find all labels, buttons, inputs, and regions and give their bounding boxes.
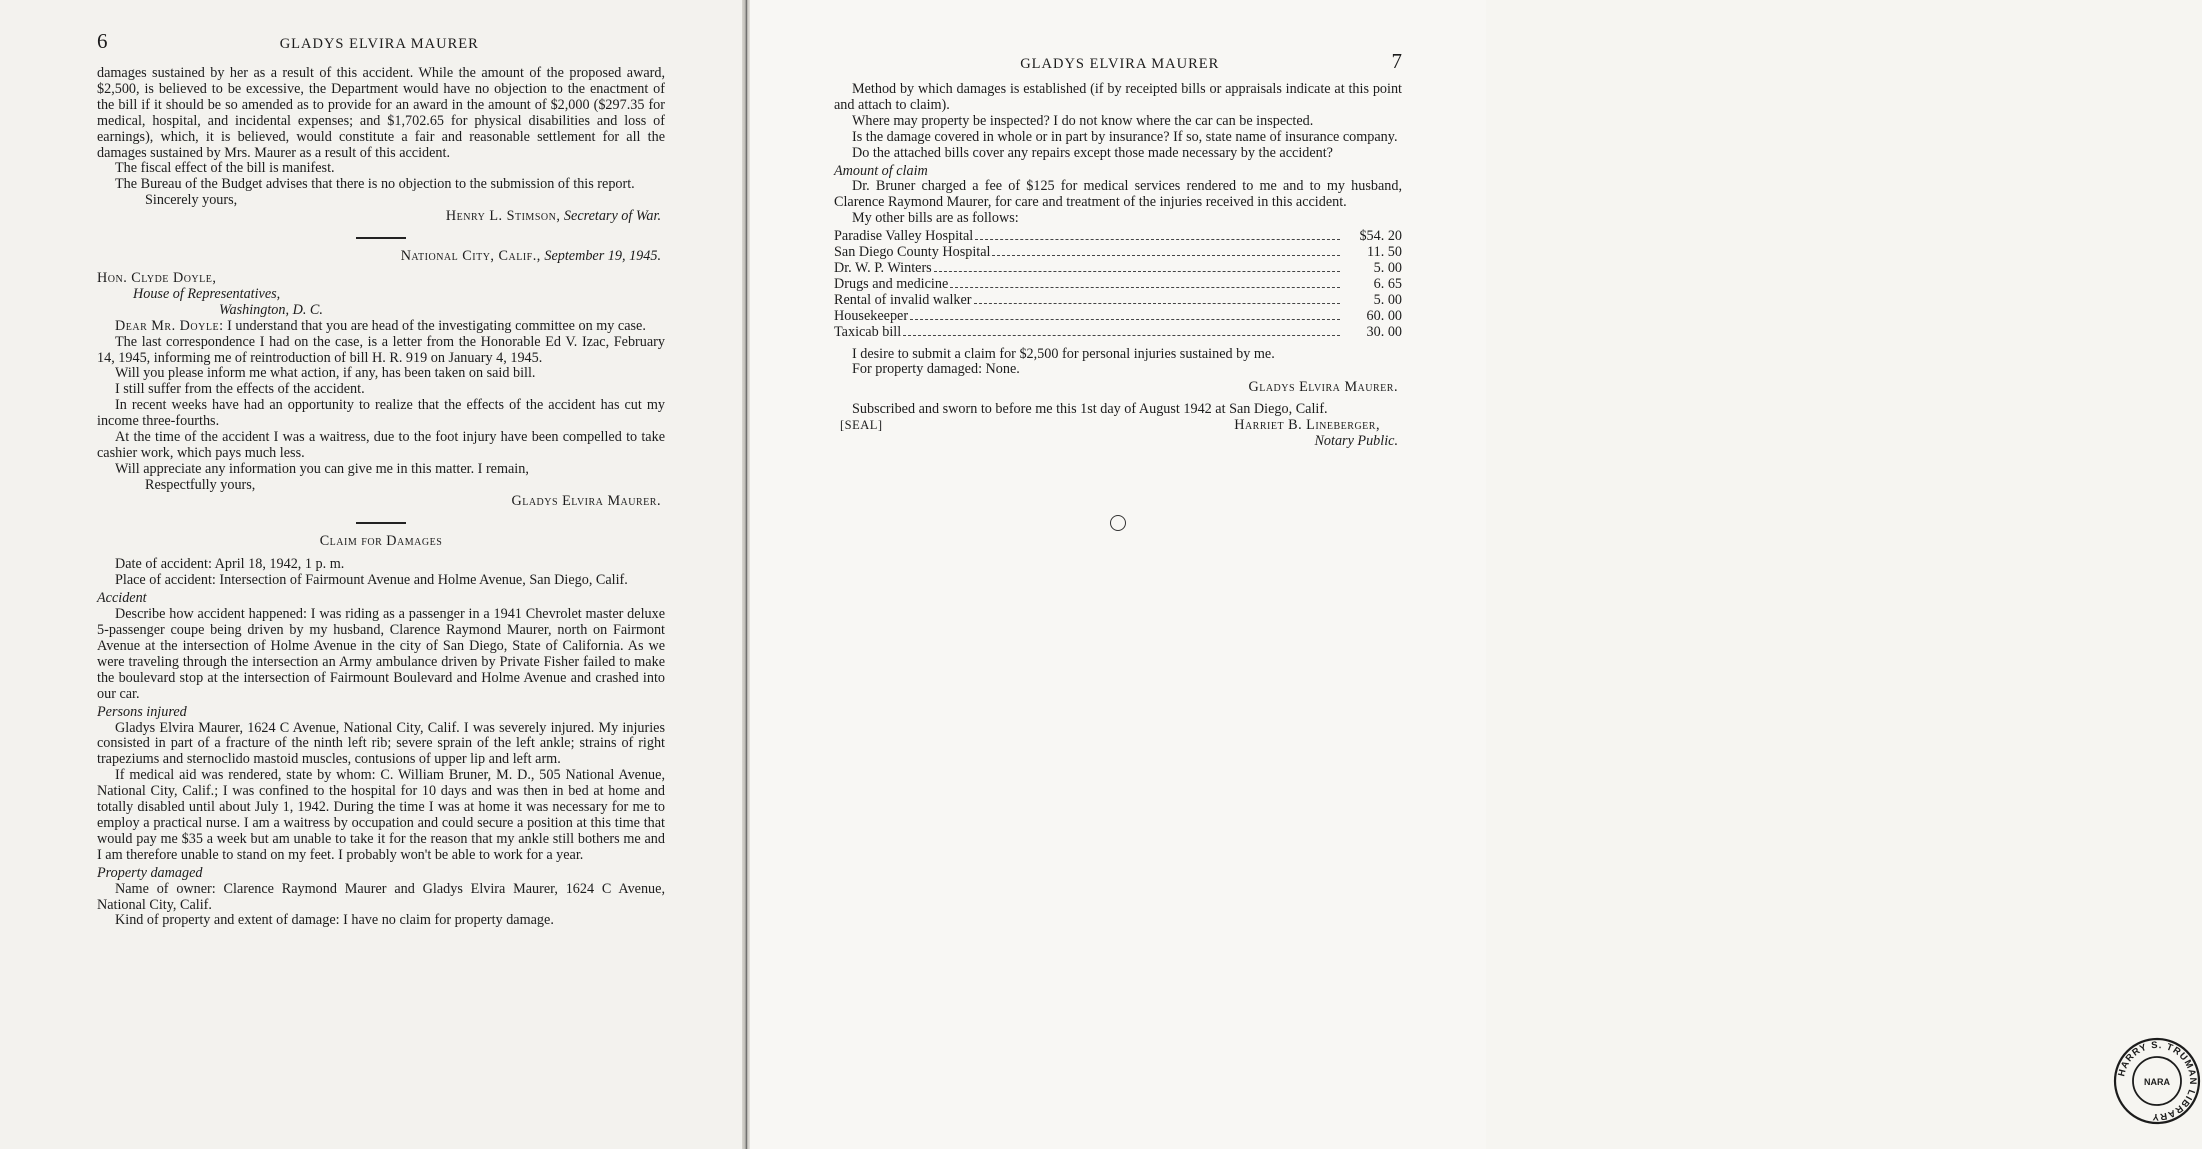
dot-leader — [950, 287, 1340, 288]
bill-item: Dr. W. P. Winters — [834, 259, 932, 276]
signature-name: Henry L. Stimson, — [445, 208, 561, 225]
owner-text: Name of owner: Clarence Raymond Maurer and Gladys Elvira Maurer, 1624 C Avenue, National City, Calif. — [97, 880, 665, 913]
letter-paragraph: I still suffer from the effects of the accident. — [115, 381, 365, 398]
bill-item: Housekeeper — [834, 307, 909, 324]
injured-description: Gladys Elvira Maurer, 1624 C Avenue, National City, Calif. I was severely injured. My injuries consisted in part of a fracture of the ninth left rib; severe sprain of the left ankle; strains of right trapeziums and sternoclido mastoid muscles, contusions of upper lip and left arm. — [97, 719, 665, 768]
bill-amount: 5. 00 — [1373, 291, 1402, 308]
property-heading: Property damaged — [97, 864, 203, 881]
dot-leader — [992, 255, 1340, 256]
addressee-name: Hon. Clyde Doyle, — [97, 269, 217, 286]
fiscal-effect-text: The fiscal effect of the bill is manifest. — [115, 160, 335, 177]
question-insurance: Is the damage covered in whole or in part by insurance? If so, state name of insurance company. — [852, 128, 1398, 145]
dot-leader — [903, 335, 1340, 336]
salutation: Dear Mr. Doyle: — [115, 317, 224, 334]
right-text-column — [834, 49, 1402, 450]
bill-row — [834, 245, 1402, 261]
right-running-head — [834, 49, 1402, 76]
left-text-column — [97, 29, 665, 929]
bill-row — [834, 277, 1402, 293]
letter-paragraph — [97, 319, 665, 335]
running-head-title: GLADYS ELVIRA MAURER — [1020, 56, 1220, 72]
letter-paragraph: The last correspondence I had on the case, is a letter from the Honorable Ed V. Izac, February 14, 1945, informing me of reintroduction of bill H. R. 919 on January 4, 1945. — [97, 333, 665, 366]
report-paragraph: damages sustained by her as a result of this accident. While the amount of the proposed award, $2,500, is believed to be excessive, the Department would have no objection to the enactment of the bill if it should be so amended as to provide for an award in the amount of $2,000 ($297.35 for medical, hospital, and incidental expenses; and $1,702.65 for physical disabilities and loss of earnings), which, it is believed, would constitute a fair and reasonable settlement for all the damages sustained by Mrs. Maurer as a result of this accident. — [97, 65, 665, 161]
running-head-title: GLADYS ELVIRA MAURER — [279, 36, 479, 52]
bill-item: Rental of invalid walker — [834, 291, 972, 308]
bill-item: Taxicab bill — [834, 323, 902, 340]
claim-heading: Claim for Damages — [319, 532, 443, 549]
dot-leader — [975, 239, 1340, 240]
bill-amount: 30. 00 — [1366, 323, 1402, 340]
left-running-head — [97, 29, 665, 60]
left-page — [0, 0, 742, 1149]
amount-description: Dr. Bruner charged a fee of $125 for medical services rendered to me and to my husband, Clarence Raymond Maurer, for care and treatment of the injuries received in this accident. — [834, 178, 1402, 211]
bill-row — [834, 309, 1402, 325]
medical-description: If medical aid was rendered, state by whom: C. William Bruner, M. D., 505 National Avenue, National City, Calif.; I was confined to the hospital for 10 days and was then in bed at home and totally disabled until about July 1, 1942. During the time I was at home it was necessary for me to employ a practical nurse. I am a waitress by occupation and could secure a position at this time that would pay me $35 a week but am unable to take it for the reason that my ankle still bothers me and I am therefore unable to stand on my feet. I probably won't be able to work for a year. — [97, 767, 665, 863]
page-number: 6 — [97, 29, 108, 53]
bill-item: San Diego County Hospital — [834, 244, 991, 261]
date-of-accident: Date of accident: April 18, 1942, 1 p. m. — [115, 556, 345, 573]
letter-paragraph-text: I understand that you are head of the investigating committee on my case. — [227, 317, 646, 334]
bill-row — [834, 293, 1402, 309]
letter-place: National City, Calif., — [400, 248, 541, 265]
letter-paragraph: Will appreciate any information you can give me in this matter. I remain, — [115, 460, 529, 477]
claimant-signature: Gladys Elvira Maurer. — [1248, 379, 1398, 396]
question-repairs: Do the attached bills cover any repairs except those made necessary by the accident? — [852, 144, 1333, 161]
bill-item: Drugs and medicine — [834, 275, 949, 292]
section-divider — [356, 522, 406, 524]
dot-leader — [974, 303, 1341, 304]
notary-name: Harriet B. Lineberger, — [1234, 417, 1380, 434]
bills-list — [834, 229, 1402, 340]
signature-title: Secretary of War. — [563, 208, 661, 225]
letter-dateline — [97, 249, 665, 265]
letter-paragraph: Will you please inform me what action, if any, has been taken on said bill. — [115, 365, 536, 382]
dot-leader — [934, 271, 1340, 272]
svg-text:HARRY S. TRUMAN LIBRARY: HARRY S. TRUMAN LIBRARY — [2116, 1039, 2199, 1123]
right-page — [750, 0, 2199, 1149]
notary-title: Notary Public. — [1314, 433, 1398, 450]
property-kind-text: Kind of property and extent of damage: I have no claim for property damage. — [115, 912, 554, 929]
notary-block — [834, 418, 1402, 434]
letter-paragraph: In recent weeks have had an opportunity to realize that the effects of the accident has cut my income three-fourths. — [97, 397, 665, 430]
addressee-line2: House of Representatives, — [133, 285, 281, 302]
bill-amount: 11. 50 — [1367, 244, 1402, 261]
page-number: 7 — [1391, 49, 1402, 73]
budget-note-text: The Bureau of the Budget advises that there is no objection to the submission of this report. — [115, 176, 635, 193]
bill-row — [834, 261, 1402, 277]
injured-heading: Persons injured — [97, 703, 187, 720]
bill-amount: 6. 65 — [1373, 275, 1402, 292]
bill-amount: 5. 00 — [1373, 259, 1402, 276]
amount-heading: Amount of claim — [834, 162, 928, 179]
question-inspection: Where may property be inspected? I do not know where the car can be inspected. — [852, 112, 1314, 129]
addressee-line3: Washington, D. C. — [219, 301, 323, 318]
dot-leader — [910, 319, 1340, 320]
bill-item: Paradise Valley Hospital — [834, 228, 974, 245]
book-gutter — [742, 0, 750, 1149]
letter-paragraph: At the time of the accident I was a waitress, due to the foot injury have been compelled to take cashier work, which pays much less. — [97, 429, 665, 461]
bill-amount: 60. 00 — [1366, 307, 1402, 324]
seal-label: [SEAL] — [840, 418, 883, 433]
bill-amount: $54. 20 — [1359, 228, 1402, 245]
svg-text:NARA: NARA — [2144, 1077, 2170, 1087]
bill-row — [834, 229, 1402, 245]
property-statement: For property damaged: None. — [852, 361, 1020, 378]
sworn-statement: Subscribed and sworn to before me this 1st day of August 1942 at San Diego, Calif. — [852, 401, 1328, 418]
punch-hole-mark — [1110, 515, 1126, 531]
closing-text: Sincerely yours, — [145, 192, 238, 209]
question-method: Method by which damages is established (if by receipted bills or appraisals indicate at this point and attach to claim). — [834, 81, 1402, 113]
letter-signature: Gladys Elvira Maurer. — [511, 492, 661, 509]
letter-closing: Respectfully yours, — [145, 476, 256, 493]
place-of-accident: Place of accident: Intersection of Fairmount Avenue and Holme Avenue, San Diego, Calif. — [115, 572, 628, 589]
accident-description: Describe how accident happened: I was riding as a passenger in a 1941 Chevrolet master deluxe 5-passenger coupe being driven by my husband, Clarence Raymond Maurer, north on Fairmont Avenue at the intersection of Holme Avenue in the city of San Diego, State of California. As we were traveling through the intersection an Army ambulance driven by Private Fisher failed to make the boulevard stop at the intersection of Fairmount Boulevard and Holme Avenue and crashed into our car. — [97, 606, 665, 702]
claim-statement: I desire to submit a claim for $2,500 for personal injuries sustained by me. — [852, 345, 1275, 362]
letter-date: September 19, 1945. — [544, 248, 661, 265]
bill-row — [834, 325, 1402, 341]
section-divider — [356, 237, 406, 239]
accident-heading: Accident — [97, 590, 147, 607]
secretary-signature — [97, 209, 665, 225]
library-stamp-icon — [2112, 1036, 2202, 1126]
bills-intro: My other bills are as follows: — [852, 210, 1019, 227]
